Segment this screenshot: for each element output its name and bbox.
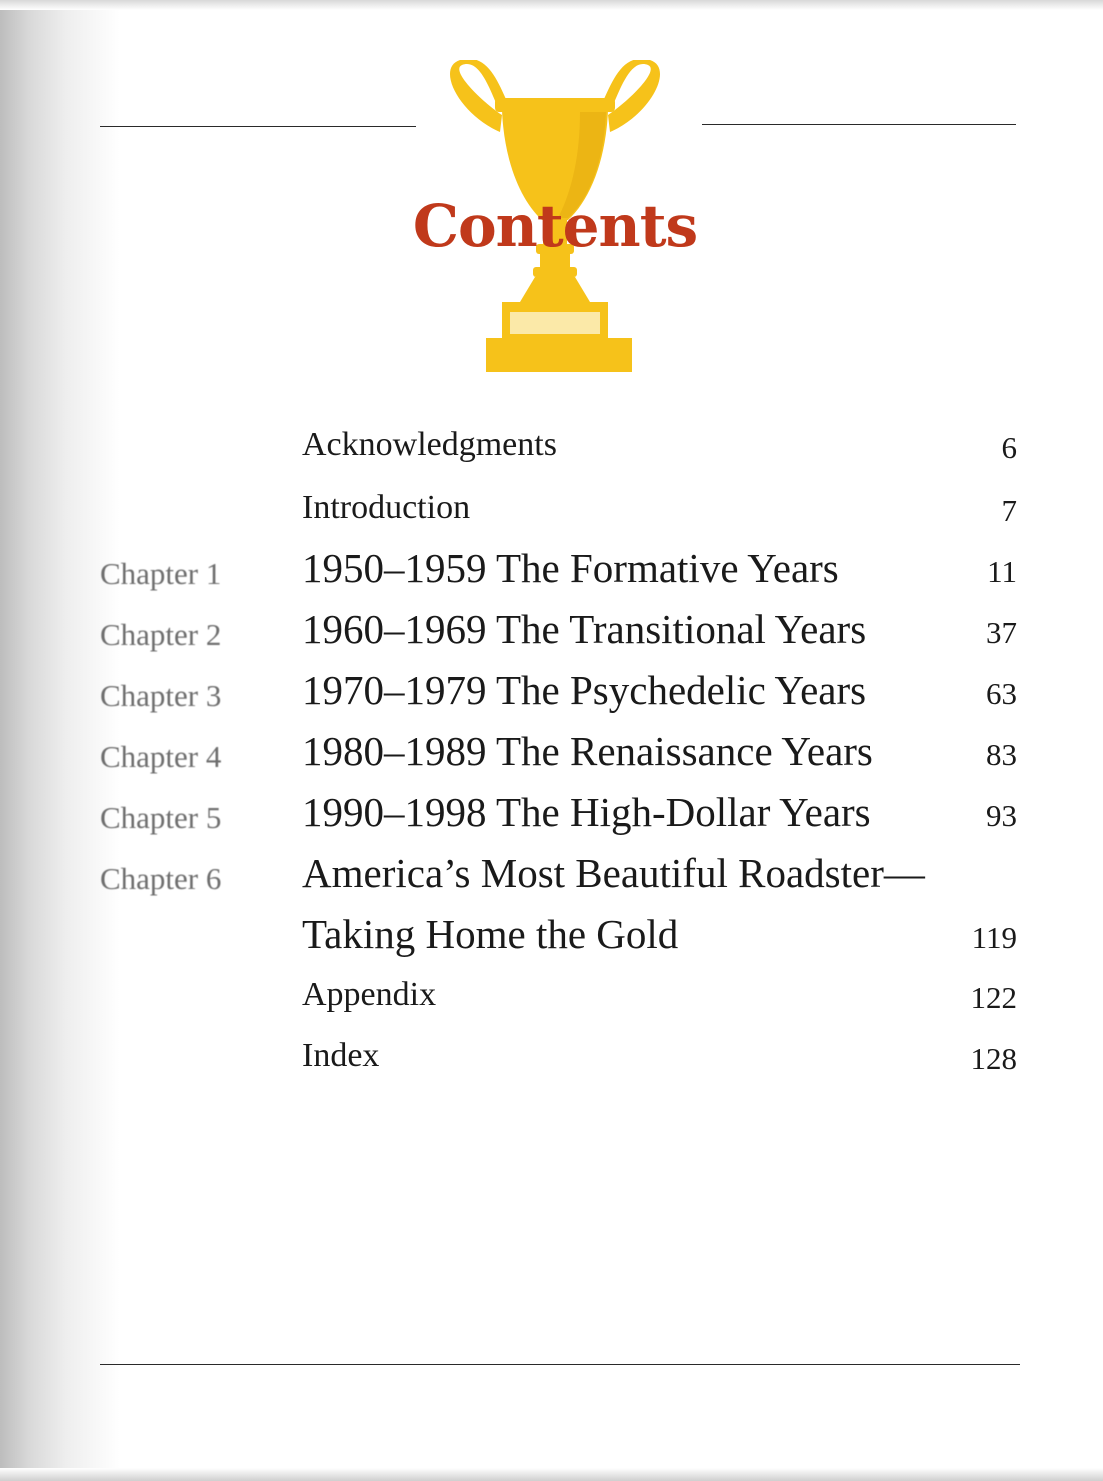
entry-title: Introduction	[302, 489, 471, 526]
chapter-label: Chapter 3	[100, 678, 222, 713]
page-number: 11	[987, 554, 1017, 589]
chapter-label: Chapter 2	[100, 617, 222, 652]
page-number: 63	[986, 676, 1017, 711]
page-number: 6	[1001, 430, 1017, 465]
footer-rule	[100, 1364, 1020, 1365]
chapter-label: Chapter 5	[100, 800, 222, 835]
page-number: 93	[986, 798, 1017, 833]
entry-title: 1980–1989 The Renaissance Years	[302, 728, 873, 774]
page-number: 83	[986, 737, 1017, 772]
chapter-label: Chapter 4	[100, 739, 222, 774]
entry-title: 1960–1969 The Transitional Years	[302, 606, 867, 652]
chapter-label: Chapter 1	[100, 556, 222, 591]
page-number: 128	[970, 1041, 1017, 1076]
chapter-label: Chapter 6	[100, 861, 222, 896]
page-number: 119	[971, 920, 1017, 955]
entry-title: America’s Most Beautiful Roadster—	[302, 850, 925, 896]
entry-title: Taking Home the Gold	[302, 911, 679, 957]
entry-title: 1970–1979 The Psychedelic Years	[302, 667, 867, 713]
entry-title: 1950–1959 The Formative Years	[302, 545, 839, 591]
entry-title: Index	[302, 1037, 380, 1074]
page-top-edge	[0, 0, 1103, 10]
entry-title: Acknowledgments	[302, 426, 557, 463]
page-bottom-edge	[0, 1468, 1103, 1481]
entry-title: 1990–1998 The High-Dollar Years	[302, 789, 871, 835]
page-number: 37	[986, 615, 1017, 650]
entry-title: Appendix	[302, 976, 437, 1013]
page-title: Contents	[412, 192, 698, 260]
page-number: 122	[970, 980, 1017, 1015]
page-number: 7	[1001, 493, 1017, 528]
header-rule-left	[100, 126, 416, 127]
header-rule-right	[702, 124, 1016, 125]
